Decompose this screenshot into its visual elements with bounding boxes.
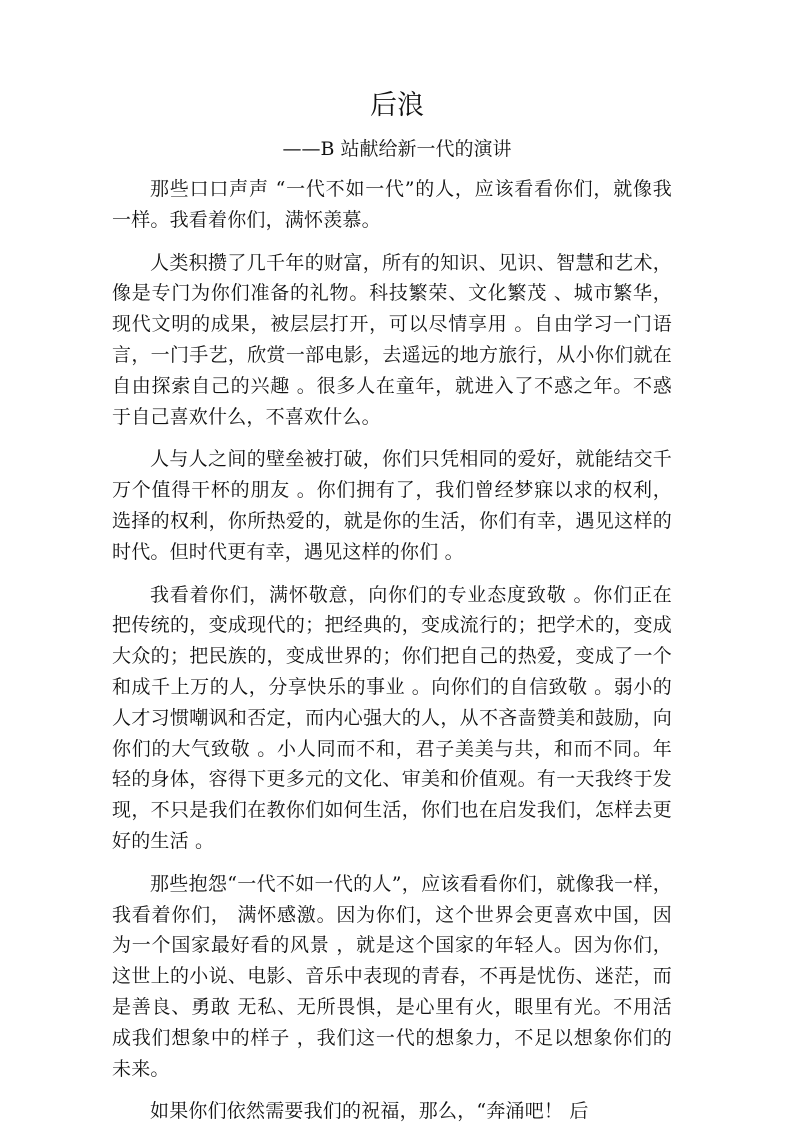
- paragraph-3: 人与人之间的壁垒被打破，你们只凭相同的爱好，就能结交千万个值得干杯的朋友 。你们拥有了，我们曾经梦寐以求的权利，选择的权利，你所热爱的，就是你的生活，你们有幸，遇见这样的时代。但时代更有幸，遇见这样的你们 。: [112, 448, 672, 563]
- page-title: 后浪: [370, 90, 424, 121]
- paragraph-4: 我看着你们，满怀敬意，向你们的专业态度致敬 。你们正在把传统的，变成现代的；把经典的，变成流行的；把学术的，变成大众的；把民族的，变成世界的；你们把自己的热爱，变成了一个和成千上万的人，分享快乐的事业 。向你们的自信致敬 。弱小的人才习惯嘲讽和否定，而内心强大的人，从不吝啬赞美和鼓励，向你们的大气致敬 。小人同而不和，君子美美与共，和而不同。年轻的身体，容得下更多元的文化、审美和价值观。有一天我终于发现，不只是我们在教你们如何生活，你们也在启发我们，怎样去更好的生活 。: [112, 583, 672, 852]
- paragraph-6: 如果你们依然需要我们的祝福，那么，“奔涌吧！ 后: [150, 1100, 589, 1123]
- paragraph-2: 人类积攒了几千年的财富，所有的知识、见识、智慧和艺术，像是专门为你们准备的礼物。科技繁荣、文化繁茂 、城市繁华，现代文明的成果，被层层打开，可以尽情享用 。自由学习一门语言，一门手艺，欣赏一部电影，去遥远的地方旅行，从小你们就在自由探索自己的兴趣 。很多人在童年，就进入了不惑之年。不惑于自己喜欢什么，不喜欢什么。: [112, 251, 672, 428]
- paragraph-5: 那些抱怨“一代不如一代的人”，应该看看你们，就像我一样，我看着你们， 满怀感激。因为你们，这个世界会更喜欢中国，因为一个国家最好看的风景 ，就是这个国家的年轻人。因为你们，这世上的小说、电影、音乐中表现的青春，不再是忧伤、迷茫，而是善良、勇敢 无私、无所畏惧，是心里有火，眼里有光。不用活成我们想象中的样子 ，我们这一代的想象力，不足以想象你们的未来。: [112, 872, 672, 1080]
- paragraph-1: 那些口口声声 “一代不如一代”的人，应该看看你们，就像我一样。我看着你们，满怀羡慕。: [112, 178, 672, 231]
- document-body: [112, 174, 672, 1139]
- page-subtitle: ——B 站献给新一代的演讲: [282, 138, 512, 160]
